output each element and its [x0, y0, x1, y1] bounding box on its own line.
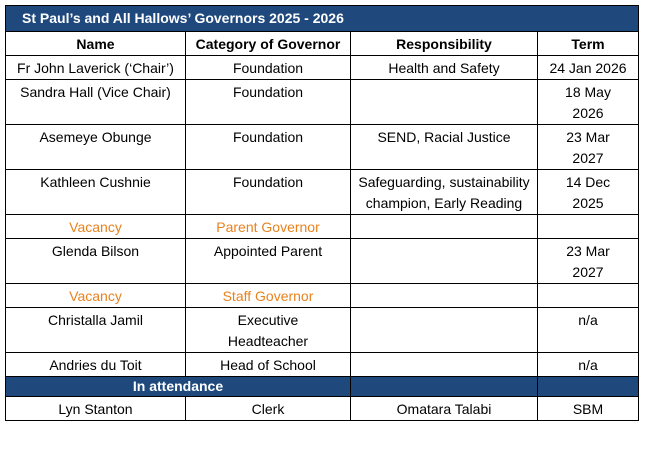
header-category: Category of Governor: [186, 32, 351, 56]
header-name: Name: [6, 32, 186, 56]
cell-name: Fr John Laverick (‘Chair’): [6, 56, 186, 80]
cell-responsibility: [351, 215, 538, 239]
table-row: [6, 170, 639, 215]
cell-category: Head of School: [186, 353, 351, 377]
table-row: [6, 284, 639, 308]
cell-category-vacancy: Staff Governor: [186, 284, 351, 308]
table-row: [6, 215, 639, 239]
cell-category: Executive Headteacher: [186, 308, 351, 353]
cell-name: Kathleen Cushnie: [6, 170, 186, 215]
cell-name-vacancy: Vacancy: [6, 284, 186, 308]
cell-responsibility: Omatara Talabi: [351, 397, 538, 421]
cell-name: Christalla Jamil: [6, 308, 186, 353]
header-term: Term: [538, 32, 639, 56]
cell-category-vacancy: Parent Governor: [186, 215, 351, 239]
table-row: [6, 239, 639, 284]
cell-term: 14 Dec 2025: [538, 170, 639, 215]
attendance-header-row: [6, 377, 639, 397]
attendance-label: In attendance: [6, 377, 351, 397]
table-row: [6, 56, 639, 80]
cell-term: 23 Mar 2027: [538, 239, 639, 284]
cell-term: [538, 215, 639, 239]
table-title: St Paul’s and All Hallows’ Governors 2025 - 2026: [6, 6, 639, 32]
cell-responsibility: [351, 284, 538, 308]
cell-term: SBM: [538, 397, 639, 421]
cell-category: Foundation: [186, 170, 351, 215]
header-responsibility: Responsibility: [351, 32, 538, 56]
cell-category: Foundation: [186, 80, 351, 125]
cell-term: [538, 284, 639, 308]
governors-table: [5, 5, 639, 421]
cell-responsibility: SEND, Racial Justice: [351, 125, 538, 170]
cell-category: Foundation: [186, 125, 351, 170]
title-row: [6, 6, 639, 32]
table-row: [6, 80, 639, 125]
cell-category: Clerk: [186, 397, 351, 421]
table-row: [6, 353, 639, 377]
cell-term: 23 Mar 2027: [538, 125, 639, 170]
cell-term: n/a: [538, 308, 639, 353]
cell-responsibility: Health and Safety: [351, 56, 538, 80]
governors-table-container: [5, 5, 638, 421]
table-row: [6, 397, 639, 421]
cell-category: Foundation: [186, 56, 351, 80]
cell-responsibility: [351, 239, 538, 284]
attendance-spacer: [351, 377, 538, 397]
cell-term: 18 May 2026: [538, 80, 639, 125]
table-row: [6, 308, 639, 353]
header-row: [6, 32, 639, 56]
cell-term: 24 Jan 2026: [538, 56, 639, 80]
cell-name-vacancy: Vacancy: [6, 215, 186, 239]
attendance-spacer: [538, 377, 639, 397]
cell-responsibility: Safeguarding, sustainability champion, Early Reading: [351, 170, 538, 215]
cell-name: Glenda Bilson: [6, 239, 186, 284]
cell-responsibility: [351, 353, 538, 377]
cell-name: Lyn Stanton: [6, 397, 186, 421]
cell-responsibility: [351, 308, 538, 353]
cell-name: Sandra Hall (Vice Chair): [6, 80, 186, 125]
cell-responsibility: [351, 80, 538, 125]
cell-term: n/a: [538, 353, 639, 377]
cell-name: Andries du Toit: [6, 353, 186, 377]
table-row: [6, 125, 639, 170]
cell-category: Appointed Parent: [186, 239, 351, 284]
cell-name: Asemeye Obunge: [6, 125, 186, 170]
